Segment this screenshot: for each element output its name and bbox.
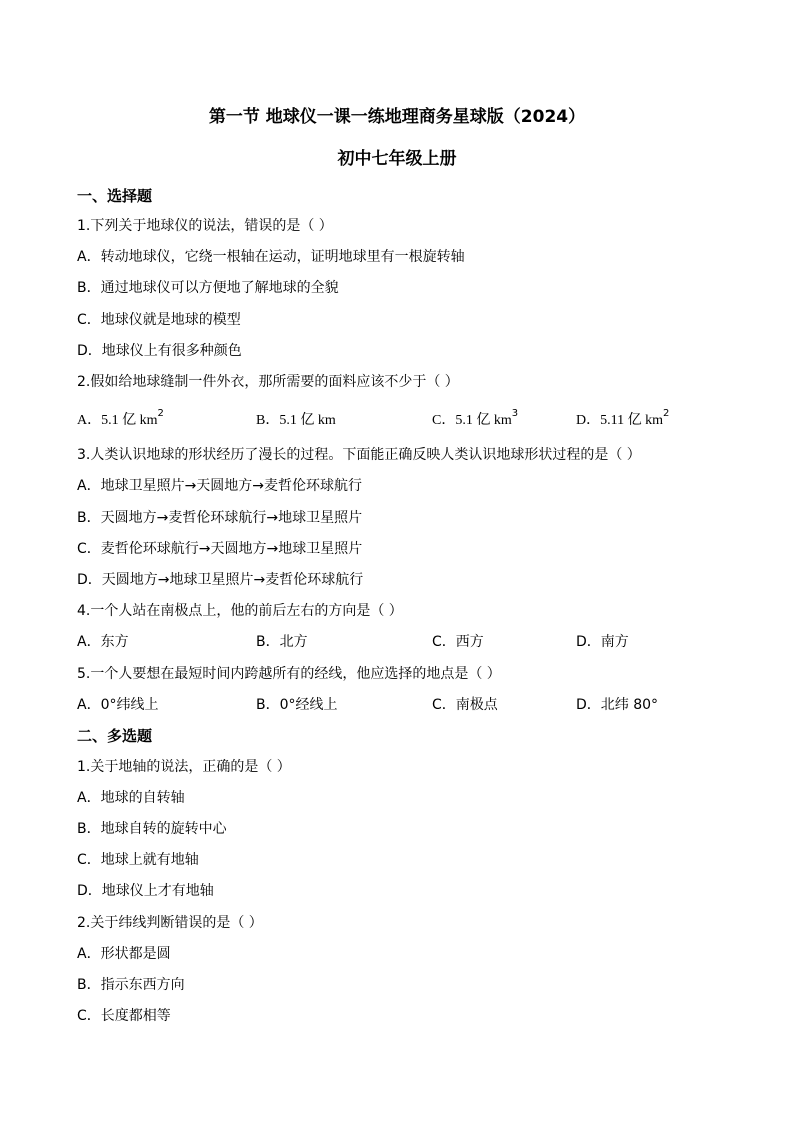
section-heading-multiple-choice: 二、多选题 [77, 727, 153, 745]
superscript: 2 [157, 408, 164, 420]
option-c-text: C．5.1 亿 km [432, 413, 512, 428]
option-a: A．东方 [77, 634, 129, 650]
option-b: B．通过地球仪可以方便地了解地球的全貌 [77, 280, 339, 296]
question-stem: 1.下列关于地球仪的说法，错误的是（ ） [77, 218, 333, 234]
option-c [432, 410, 518, 431]
question-stem: 2.关于纬线判断错误的是（ ） [77, 915, 263, 931]
option-b: B．北方 [256, 634, 308, 650]
option-b: B．天圆地方→麦哲伦环球航行→地球卫星照片 [77, 510, 363, 526]
option-a: A．转动地球仪，它绕一根轴在运动，证明地球里有一根旋转轴 [77, 249, 465, 265]
option-a: A．0°纬线上 [77, 697, 159, 713]
option-a: A．地球的自转轴 [77, 790, 185, 806]
option-d: D．北纬 80° [576, 697, 659, 713]
option-b: B．地球自转的旋转中心 [77, 821, 227, 837]
option-d: D．地球仪上才有地轴 [77, 883, 214, 899]
option-a: A．形状都是圆 [77, 946, 171, 962]
option-b: B．指示东西方向 [77, 977, 185, 993]
option-d: D．天圆地方→地球卫星照片→麦哲伦环球航行 [77, 572, 364, 588]
page-subtitle: 初中七年级上册 [337, 149, 457, 169]
page-title: 第一节 地球仪一课一练地理商务星球版（2024） [208, 107, 586, 127]
option-b-text: B．5.1 亿 km [256, 413, 336, 428]
option-a: A．地球卫星照片→天圆地方→麦哲伦环球航行 [77, 478, 363, 494]
option-d-text: D．5.11 亿 km [576, 413, 663, 428]
option-d: D．地球仪上有很多种颜色 [77, 343, 242, 359]
option-a-text: A．5.1 亿 km [77, 413, 158, 428]
option-c: C．南极点 [432, 697, 498, 713]
option-c: C．长度都相等 [77, 1008, 171, 1024]
question-stem: 5.一个人要想在最短时间内跨越所有的经线，他应选择的地点是（ ） [77, 666, 501, 682]
option-c: C．麦哲伦环球航行→天圆地方→地球卫星照片 [77, 541, 363, 557]
option-d [576, 410, 669, 431]
question-stem: 4.一个人站在南极点上，他的前后左右的方向是（ ） [77, 603, 403, 619]
question-stem: 2.假如给地球缝制一件外衣，那所需要的面料应该不少于（ ） [77, 374, 459, 390]
option-c: C．西方 [432, 634, 484, 650]
option-c: C．地球上就有地轴 [77, 852, 199, 868]
option-b: B．0°经线上 [256, 697, 338, 713]
section-heading-single-choice: 一、选择题 [77, 187, 153, 205]
superscript: 3 [511, 408, 519, 420]
question-stem: 3.人类认识地球的形状经历了漫长的过程。下面能正确反映人类认识地球形状过程的是（ ） [77, 447, 641, 463]
option-c: C．地球仪就是地球的模型 [77, 312, 241, 328]
option-a [77, 410, 164, 431]
question-stem: 1.关于地轴的说法，正确的是（ ） [77, 759, 291, 775]
option-d: D．南方 [576, 634, 629, 650]
option-b [256, 410, 336, 431]
superscript: 2 [662, 408, 670, 420]
